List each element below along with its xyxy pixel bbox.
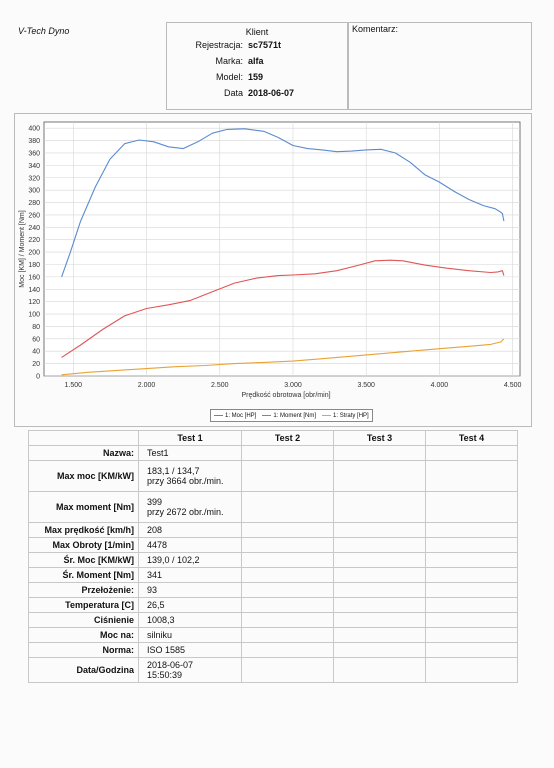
empty-test-cell xyxy=(242,523,334,538)
test1-value xyxy=(139,643,242,658)
test1-value xyxy=(139,628,242,643)
legend-swatch xyxy=(214,415,223,416)
y-tick-label: 400 xyxy=(28,125,40,133)
client-field-value: 2018-06-07 xyxy=(248,88,295,98)
row-label: Data/Godzina xyxy=(29,658,139,683)
empty-test-cell xyxy=(334,446,426,461)
empty-test-cell xyxy=(242,598,334,613)
x-tick-label: 2.500 xyxy=(210,382,229,389)
dyno-chart-svg xyxy=(15,114,531,426)
client-row xyxy=(167,53,347,69)
y-tick-label: 40 xyxy=(32,348,40,356)
test1-value xyxy=(139,446,242,461)
empty-test-cell xyxy=(426,568,518,583)
plot-area xyxy=(44,122,520,376)
y-tick-label: 380 xyxy=(28,138,40,146)
results-header-row xyxy=(29,431,518,446)
results-row xyxy=(29,553,518,568)
value-line: 93 xyxy=(147,585,158,595)
empty-test-cell xyxy=(334,538,426,553)
y-tick-label: 340 xyxy=(28,162,40,170)
empty-test-cell xyxy=(242,628,334,643)
results-row xyxy=(29,492,518,523)
empty-test-cell xyxy=(426,492,518,523)
x-tick-label: 4.500 xyxy=(503,382,522,389)
empty-test-cell xyxy=(334,568,426,583)
y-tick-label: 20 xyxy=(32,361,40,369)
results-row xyxy=(29,538,518,553)
results-row xyxy=(29,613,518,628)
legend-label: 1: Moment [Nm] xyxy=(273,412,317,419)
client-field-value: sc7571t xyxy=(248,40,282,50)
client-heading: Klient xyxy=(245,27,269,37)
x-tick-label: 4.000 xyxy=(430,382,449,389)
test1-value xyxy=(139,492,242,523)
y-tick-label: 300 xyxy=(28,187,40,195)
x-tick-label: 2.000 xyxy=(137,382,156,389)
value-line: 208 xyxy=(147,525,163,535)
empty-test-cell xyxy=(426,538,518,553)
empty-test-cell xyxy=(242,553,334,568)
value-line: 139,0 / 102,2 xyxy=(147,555,200,565)
value-line: 183,1 / 134,7 xyxy=(147,466,200,476)
client-row xyxy=(167,85,347,101)
x-tick-label: 3.500 xyxy=(357,382,375,389)
empty-test-cell xyxy=(426,523,518,538)
row-label: Temperatura [C] xyxy=(29,598,139,613)
empty-test-cell xyxy=(334,658,426,683)
value-line: silniku xyxy=(147,630,173,640)
client-field-label: Model: xyxy=(215,72,243,82)
empty-test-cell xyxy=(426,628,518,643)
empty-test-cell xyxy=(242,613,334,628)
y-tick-label: 140 xyxy=(28,286,40,294)
client-field-label: Data xyxy=(223,88,243,98)
client-field-value: 159 xyxy=(248,72,264,82)
value-line: ISO 1585 xyxy=(147,645,186,655)
results-row xyxy=(29,598,518,613)
test1-value xyxy=(139,568,242,583)
comment-box xyxy=(348,22,532,110)
empty-test-cell xyxy=(426,658,518,683)
y-tick-label: 180 xyxy=(28,261,40,269)
client-field-label: Marka: xyxy=(215,56,243,66)
x-axis-label: Prędkość obrotowa [obr/min] xyxy=(241,392,331,399)
value-line: 2018-06-07 xyxy=(147,660,194,670)
brand-title: V-Tech Dyno xyxy=(18,26,70,36)
y-tick-label: 240 xyxy=(28,224,40,232)
y-tick-label: 120 xyxy=(28,299,40,307)
test1-value xyxy=(139,658,242,683)
y-tick-label: 220 xyxy=(28,237,40,245)
comment-label: Komentarz: xyxy=(352,24,399,34)
value-line: 26,5 xyxy=(147,600,165,610)
y-tick-label: 60 xyxy=(32,336,40,344)
test-column-header: Test 1 xyxy=(139,431,242,446)
empty-test-cell xyxy=(426,598,518,613)
legend-entry xyxy=(322,413,369,419)
row-label: Max Obroty [1/min] xyxy=(29,538,139,553)
empty-test-cell xyxy=(334,553,426,568)
row-label: Max prędkość [km/h] xyxy=(29,523,139,538)
empty-test-cell xyxy=(242,538,334,553)
test-column-header: Test 4 xyxy=(426,431,518,446)
row-label: Ciśnienie xyxy=(29,613,139,628)
value-line: 1008,3 xyxy=(147,615,175,625)
empty-test-cell xyxy=(426,583,518,598)
y-tick-label: 280 xyxy=(28,200,40,208)
test1-value xyxy=(139,523,242,538)
row-label: Śr. Moment [Nm] xyxy=(29,568,139,583)
test1-value xyxy=(139,613,242,628)
legend-swatch xyxy=(262,415,271,416)
y-tick-label: 200 xyxy=(28,249,40,257)
results-row xyxy=(29,658,518,683)
y-tick-label: 260 xyxy=(28,212,40,220)
legend-entry xyxy=(214,413,256,419)
legend-label: 1: Moc [HP] xyxy=(225,412,257,419)
empty-test-cell xyxy=(426,553,518,568)
client-info-box xyxy=(166,22,348,110)
value-line: 4478 xyxy=(147,540,168,550)
client-field-label: Rejestracja: xyxy=(195,40,243,50)
results-row xyxy=(29,583,518,598)
empty-test-cell xyxy=(242,446,334,461)
test1-value xyxy=(139,538,242,553)
y-tick-label: 80 xyxy=(32,323,40,331)
results-row xyxy=(29,568,518,583)
empty-test-cell xyxy=(242,643,334,658)
legend-label: 1: Straty [HP] xyxy=(333,412,369,419)
row-label: Przełożenie: xyxy=(29,583,139,598)
client-row xyxy=(167,37,347,53)
results-corner-cell xyxy=(29,431,139,446)
legend-swatch xyxy=(322,415,331,416)
value-line: 341 xyxy=(147,570,163,580)
empty-test-cell xyxy=(334,583,426,598)
x-tick-label: 1.500 xyxy=(64,382,83,389)
y-tick-label: 160 xyxy=(28,274,40,282)
empty-test-cell xyxy=(334,461,426,492)
test1-value xyxy=(139,461,242,492)
y-tick-label: 320 xyxy=(28,175,40,183)
empty-test-cell xyxy=(242,583,334,598)
results-body xyxy=(29,446,518,683)
test1-value xyxy=(139,583,242,598)
empty-test-cell xyxy=(334,643,426,658)
dyno-chart xyxy=(14,113,532,427)
empty-test-cell xyxy=(242,461,334,492)
empty-test-cell xyxy=(334,523,426,538)
client-rows xyxy=(167,37,347,101)
value-line: 399 xyxy=(147,497,163,507)
test-column-header: Test 3 xyxy=(334,431,426,446)
client-field-value: alfa xyxy=(248,56,264,66)
chart-legend xyxy=(210,409,373,422)
results-row xyxy=(29,643,518,658)
x-tick-label: 3.000 xyxy=(284,382,302,389)
empty-test-cell xyxy=(242,658,334,683)
row-label: Max moc [KM/kW] xyxy=(29,461,139,492)
row-label: Max moment [Nm] xyxy=(29,492,139,523)
row-label: Nazwa: xyxy=(29,446,139,461)
empty-test-cell xyxy=(426,461,518,492)
empty-test-cell xyxy=(334,613,426,628)
empty-test-cell xyxy=(426,613,518,628)
value-line-secondary: przy 3664 obr./min. xyxy=(147,476,224,486)
row-label: Norma: xyxy=(29,643,139,658)
empty-test-cell xyxy=(426,446,518,461)
y-tick-label: 360 xyxy=(28,150,40,158)
legend-entry xyxy=(262,413,316,419)
row-label: Śr. Moc [KM/kW] xyxy=(29,553,139,568)
test1-value xyxy=(139,598,242,613)
empty-test-cell xyxy=(334,628,426,643)
test-column-header: Test 2 xyxy=(242,431,334,446)
value-line-secondary: 15:50:39 xyxy=(147,670,183,680)
results-row xyxy=(29,461,518,492)
test1-value xyxy=(139,553,242,568)
empty-test-cell xyxy=(334,492,426,523)
value-line-secondary: przy 2672 obr./min. xyxy=(147,507,224,517)
client-row xyxy=(167,69,347,85)
results-row xyxy=(29,523,518,538)
y-axis-label: Moc [KM] / Moment [Nm] xyxy=(19,210,26,288)
results-row xyxy=(29,628,518,643)
results-row xyxy=(29,446,518,461)
row-label: Moc na: xyxy=(29,628,139,643)
empty-test-cell xyxy=(242,568,334,583)
results-table xyxy=(28,430,518,683)
y-tick-label: 100 xyxy=(28,311,40,319)
y-tick-label: 0 xyxy=(36,373,40,381)
value-line: Test1 xyxy=(147,448,169,458)
empty-test-cell xyxy=(426,643,518,658)
empty-test-cell xyxy=(242,492,334,523)
empty-test-cell xyxy=(334,598,426,613)
